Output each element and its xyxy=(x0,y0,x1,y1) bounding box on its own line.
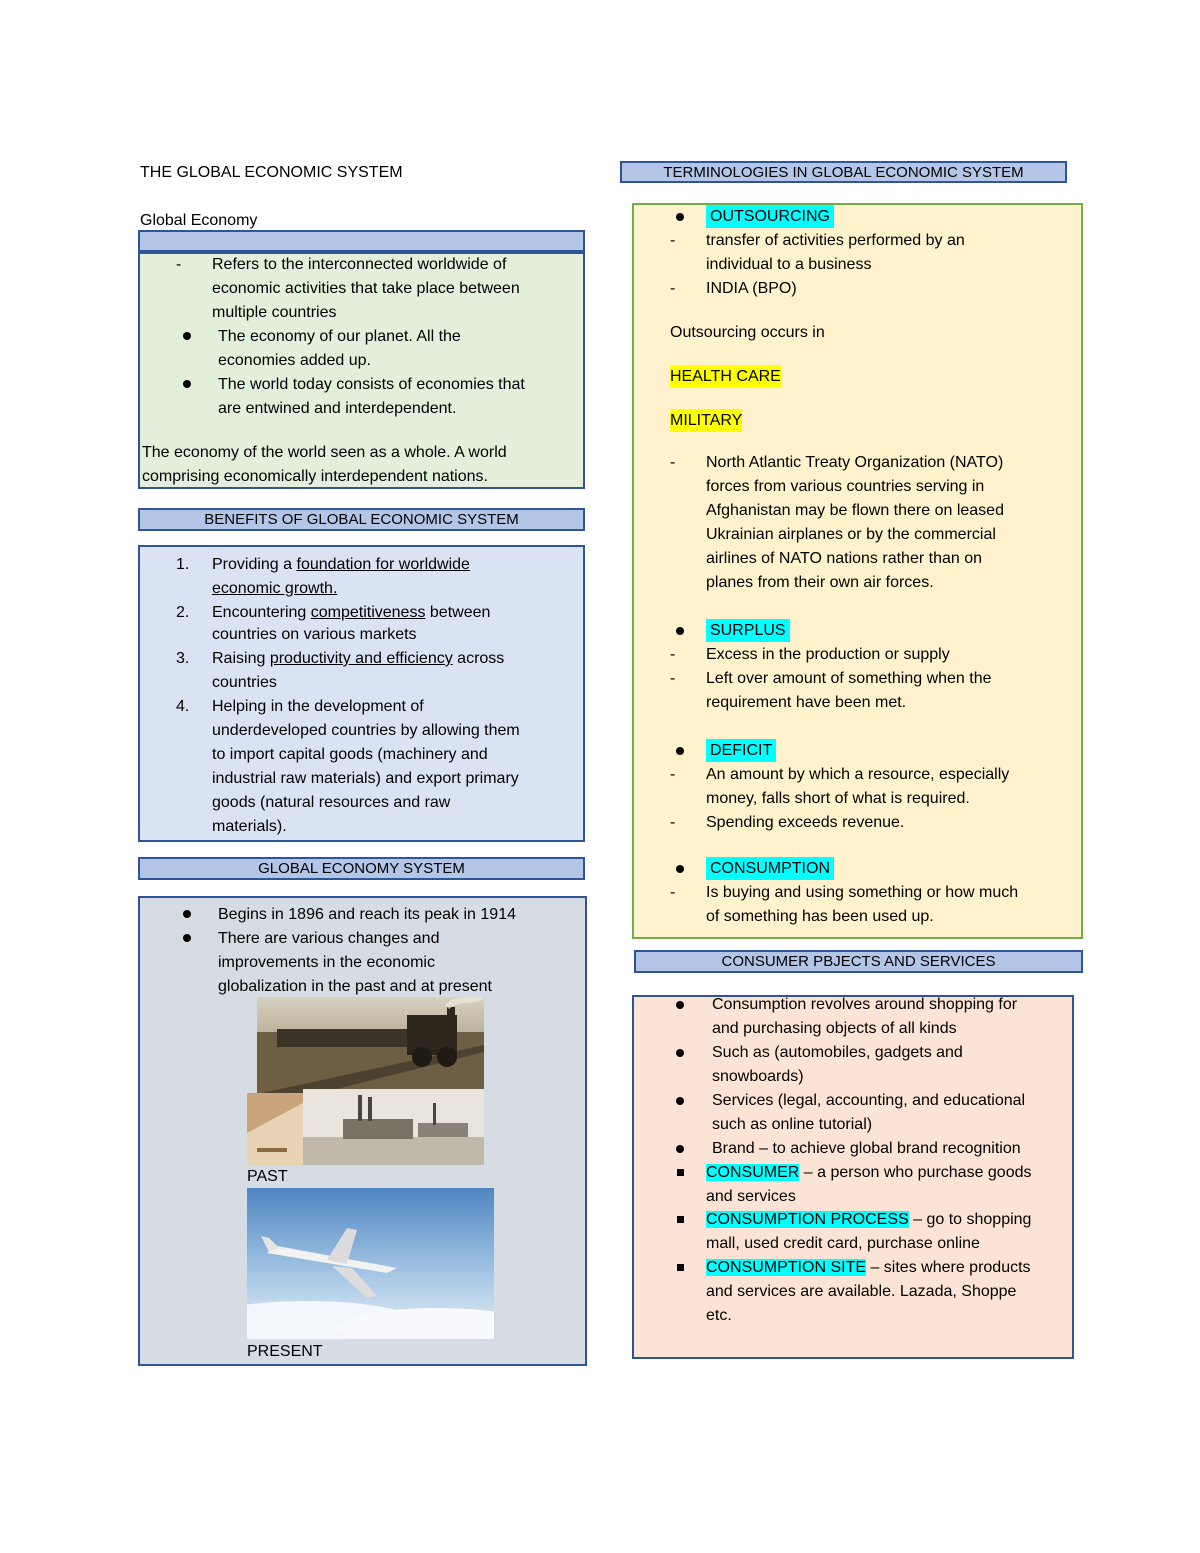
cos-bullet-3b: such as online tutorial) xyxy=(712,1116,873,1133)
bullet-icon xyxy=(676,865,684,873)
dash-marker: - xyxy=(670,232,676,249)
surplus-def-2b: requirement have been met. xyxy=(706,694,907,711)
nato-line-1: North Atlantic Treaty Organization (NATO) xyxy=(706,454,1004,471)
benefit-4-line-1: Helping in the development of xyxy=(212,698,424,715)
airplane-image xyxy=(247,1188,494,1339)
benefit-1-text: Providing a xyxy=(212,556,297,573)
benefit-4-line-5: goods (natural resources and raw xyxy=(212,794,451,811)
outsourcing-occurs: Outsourcing occurs in xyxy=(670,324,825,341)
benefit-2-text: Encountering xyxy=(212,604,311,621)
term-outsourcing: OUTSOURCING xyxy=(706,205,834,228)
square-bullet-icon xyxy=(677,1216,684,1223)
past-label: PAST xyxy=(247,1168,288,1185)
benefit-3-underlined: productivity and efficiency xyxy=(269,650,453,667)
consumer-objects-header-label: CONSUMER PBJECTS AND SERVICES xyxy=(721,953,996,970)
refers-line-2: economic activities that take place between xyxy=(212,280,520,297)
world-whole-line-1: The economy of the world seen as a whole. A world xyxy=(142,444,507,461)
benefit-3-text: Raising xyxy=(212,650,270,667)
nato-line-4: Ukrainian airplanes or by the commercial xyxy=(706,526,996,543)
outsourcing-def-2: INDIA (BPO) xyxy=(706,280,797,297)
refers-line-1: Refers to the interconnected worldwide of xyxy=(212,256,507,273)
list-number: 4. xyxy=(176,698,190,715)
world-today-line-1: The world today consists of economies that xyxy=(218,376,525,393)
cos-bullet-1a: Consumption revolves around shopping for xyxy=(712,996,1018,1013)
benefit-4-line-2: underdeveloped countries by allowing them xyxy=(212,722,520,739)
benefit-4-line-4: industrial raw materials) and export primary xyxy=(212,770,519,787)
consumption-site-rest: – sites where products xyxy=(866,1259,1031,1276)
ges-bullet-1: Begins in 1896 and reach its peak in 1914 xyxy=(218,906,516,923)
term-surplus: SURPLUS xyxy=(706,619,790,642)
refers-line-3: multiple countries xyxy=(212,304,337,321)
benefit-2-underlined: competitiveness xyxy=(310,604,426,621)
paper-image xyxy=(247,1093,303,1165)
nato-line-6: planes from their own air forces. xyxy=(706,574,934,591)
dash-marker: - xyxy=(670,670,676,687)
ges-header xyxy=(138,857,585,880)
cos-bullet-3a: Services (legal, accounting, and educational xyxy=(712,1092,1026,1109)
consumer-rest: – a person who purchase goods xyxy=(799,1164,1032,1181)
benefit-2-text-post: between xyxy=(425,604,491,621)
dash-marker: - xyxy=(670,280,676,297)
dash-marker: - xyxy=(670,766,676,783)
ges-bullet-2-line-1: There are various changes and xyxy=(218,930,440,947)
deficit-def-1b: money, falls short of what is required. xyxy=(706,790,970,807)
cos-bullet-2b: snowboards) xyxy=(712,1068,804,1085)
bullet-icon xyxy=(676,747,684,755)
dash-marker: - xyxy=(670,814,676,831)
benefit-1-line-1 xyxy=(212,553,470,577)
surplus-def-1: Excess in the production or supply xyxy=(706,646,950,663)
bullet-icon xyxy=(183,934,191,942)
consumption-def-1a: Is buying and using something or how much xyxy=(706,884,1019,901)
benefit-3-text-post: across xyxy=(452,650,505,667)
consumption-site-line-2: and services are available. Lazada, Shoppe xyxy=(706,1283,1017,1300)
terminologies-header-label: TERMINOLOGIES IN GLOBAL ECONOMIC SYSTEM xyxy=(663,164,1024,181)
consumption-site-highlight: CONSUMPTION SITE xyxy=(706,1259,867,1276)
list-number: 2. xyxy=(176,604,190,621)
square-bullet-icon xyxy=(677,1169,684,1176)
world-whole-line-2: comprising economically interdependent nations. xyxy=(142,468,488,485)
ges-bullet-2-line-3: globalization in the past and at present xyxy=(218,978,492,995)
benefit-4-line-3: to import capital goods (machinery and xyxy=(212,746,488,763)
consumption-process-rest: – go to shopping xyxy=(908,1211,1032,1228)
dash-marker: - xyxy=(176,256,182,273)
consumption-site-line-3: etc. xyxy=(706,1307,732,1324)
steamboats-image xyxy=(303,1089,484,1165)
bullet-icon xyxy=(183,910,191,918)
steam-train-image xyxy=(257,997,484,1094)
deficit-def-1a: An amount by which a resource, especially xyxy=(706,766,1010,783)
consumer-objects-header xyxy=(634,950,1083,973)
bullet-icon xyxy=(676,1097,684,1105)
consumer-highlight: CONSUMER xyxy=(706,1164,800,1181)
nato-line-5: airlines of NATO nations rather than on xyxy=(706,550,982,567)
bullet-icon xyxy=(676,213,684,221)
dash-marker: - xyxy=(670,884,676,901)
bullet-icon xyxy=(676,627,684,635)
global-economy-header-bar xyxy=(138,230,585,252)
consumption-def-1b: of something has been used up. xyxy=(706,908,934,925)
benefit-2-line-1 xyxy=(212,601,490,625)
document-title: THE GLOBAL ECONOMIC SYSTEM xyxy=(140,164,403,181)
bullet-icon xyxy=(676,1001,684,1009)
surplus-def-2a: Left over amount of something when the xyxy=(706,670,992,687)
global-economy-label: Global Economy xyxy=(140,212,258,229)
deficit-def-2: Spending exceeds revenue. xyxy=(706,814,905,831)
consumption-process-line-1 xyxy=(706,1208,1031,1232)
military-label: MILITARY xyxy=(670,409,742,432)
cos-bullet-1b: and purchasing objects of all kinds xyxy=(712,1020,957,1037)
bullet-icon xyxy=(183,332,191,340)
health-care-label: HEALTH CARE xyxy=(670,365,781,388)
consumption-process-highlight: CONSUMPTION PROCESS xyxy=(706,1211,909,1228)
benefit-1-underlined: foundation for worldwide xyxy=(296,556,470,573)
term-consumption: CONSUMPTION xyxy=(706,857,834,880)
planet-economy-line-2: economies added up. xyxy=(218,352,371,369)
nato-line-2: forces from various countries serving in xyxy=(706,478,985,495)
square-bullet-icon xyxy=(677,1264,684,1271)
benefits-header xyxy=(138,508,585,531)
consumption-site-line-1 xyxy=(706,1256,1031,1280)
outsourcing-def-1b: individual to a business xyxy=(706,256,872,273)
dash-marker: - xyxy=(670,454,676,471)
consumption-process-line-2: mall, used credit card, purchase online xyxy=(706,1235,980,1252)
term-deficit: DEFICIT xyxy=(706,739,776,762)
benefits-header-label: BENEFITS OF GLOBAL ECONOMIC SYSTEM xyxy=(204,511,519,528)
outsourcing-def-1a: transfer of activities performed by an xyxy=(706,232,965,249)
benefit-4-line-6: materials). xyxy=(212,818,287,835)
present-label: PRESENT xyxy=(247,1343,323,1360)
ges-header-label: GLOBAL ECONOMY SYSTEM xyxy=(258,860,465,877)
bullet-icon xyxy=(183,380,191,388)
consumer-line-2: and services xyxy=(706,1188,796,1205)
ges-bullet-2-line-2: improvements in the economic xyxy=(218,954,435,971)
consumer-line-1 xyxy=(706,1161,1032,1185)
bullet-icon xyxy=(676,1145,684,1153)
benefit-3-line-2: countries xyxy=(212,674,277,691)
benefit-2-line-2: countries on various markets xyxy=(212,626,417,643)
world-today-line-2: are entwined and interdependent. xyxy=(218,400,457,417)
benefit-3-line-1 xyxy=(212,647,504,671)
list-number: 1. xyxy=(176,556,190,573)
bullet-icon xyxy=(676,1049,684,1057)
cos-bullet-4: Brand – to achieve global brand recognition xyxy=(712,1140,1021,1157)
planet-economy-line-1: The economy of our planet. All the xyxy=(218,328,461,345)
benefit-1-underlined-2: economic growth. xyxy=(212,580,338,597)
cos-bullet-2a: Such as (automobiles, gadgets and xyxy=(712,1044,963,1061)
terminologies-header xyxy=(620,161,1067,183)
benefit-1-line-2 xyxy=(212,577,337,601)
dash-marker: - xyxy=(670,646,676,663)
list-number: 3. xyxy=(176,650,190,667)
nato-line-3: Afghanistan may be flown there on leased xyxy=(706,502,1004,519)
